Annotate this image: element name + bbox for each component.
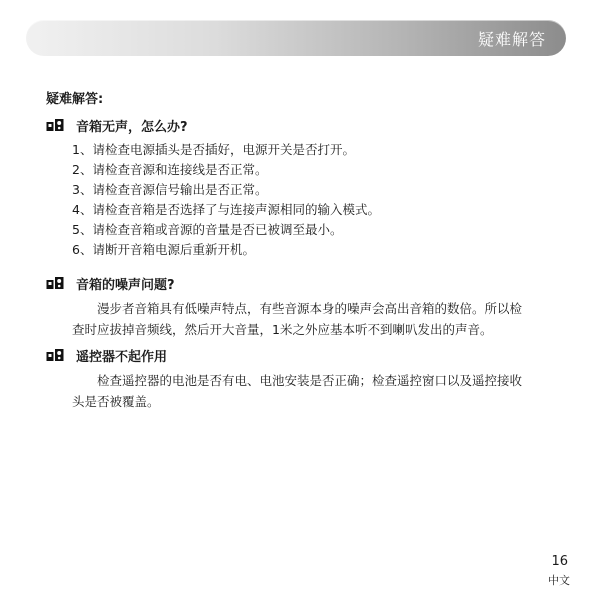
header-title: 疑难解答 xyxy=(477,30,546,49)
checklist xyxy=(46,140,566,260)
speaker-icon xyxy=(46,118,64,132)
speaker-icon xyxy=(46,348,64,362)
section-header xyxy=(46,116,566,134)
list-item: 1、请检查电源插头是否插好，电源开关是否打开。 xyxy=(72,142,355,157)
section-remote xyxy=(46,346,566,412)
list-item: 3、请检查音源信号输出是否正常。 xyxy=(72,182,268,197)
section-no-sound xyxy=(46,116,566,260)
paragraph-line: 头是否被覆盖。 xyxy=(72,394,160,409)
section-paragraph xyxy=(72,370,566,412)
list-item: 5、请检查音箱或音源的音量是否已被调至最小。 xyxy=(72,222,343,237)
section-header xyxy=(46,274,566,292)
section-title: 音箱的噪声问题? xyxy=(76,277,175,293)
language-label: 中文 xyxy=(548,574,570,587)
paragraph-line: 查时应拔掉音频线，然后开大音量，1米之外应基本听不到喇叭发出的声音。 xyxy=(72,322,493,337)
speaker-icon xyxy=(46,276,64,290)
list-item: 2、请检查音源和连接线是否正常。 xyxy=(72,162,268,177)
page-heading: 疑难解答: xyxy=(46,92,104,107)
list-item: 6、请断开音箱电源后重新开机。 xyxy=(72,242,255,257)
section-noise xyxy=(46,274,566,340)
section-title: 遥控器不起作用 xyxy=(76,349,168,365)
section-title: 音箱无声，怎么办? xyxy=(76,119,188,135)
page-number: 16 xyxy=(551,554,568,569)
paragraph-line: 漫步者音箱具有低噪声特点，有些音源本身的噪声会高出音箱的数倍。所以检 xyxy=(97,301,523,316)
paragraph-line: 检查遥控器的电池是否有电、电池安装是否正确；检查遥控窗口以及遥控接收 xyxy=(97,373,523,388)
section-paragraph xyxy=(72,298,566,340)
section-header xyxy=(46,346,566,364)
list-item: 4、请检查音箱是否选择了与连接声源相同的输入模式。 xyxy=(72,202,380,217)
header-bar xyxy=(26,20,566,56)
